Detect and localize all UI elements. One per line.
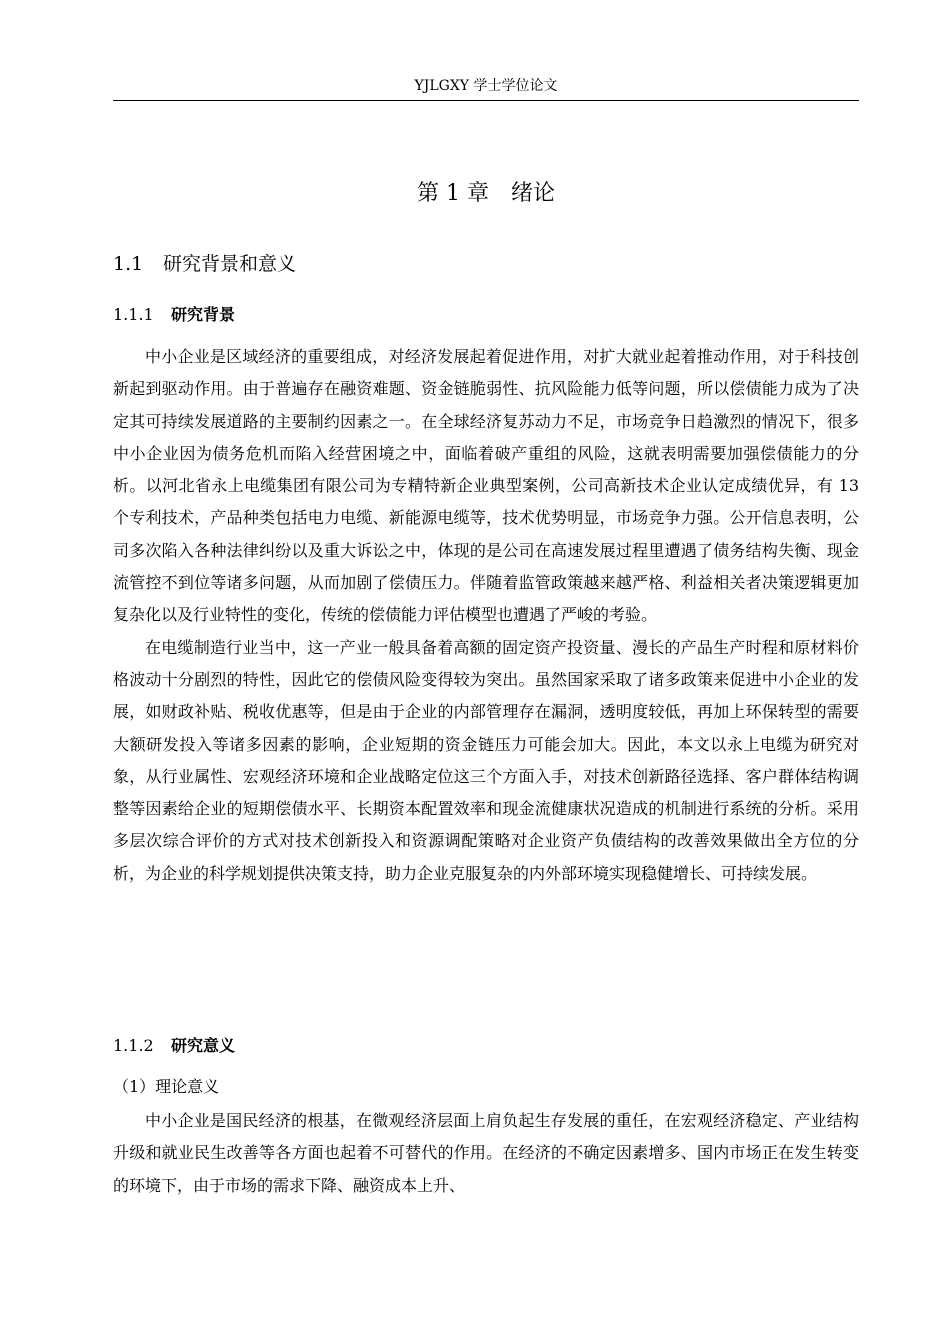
subsection-number: 1.1.2 (113, 1036, 154, 1055)
section-number: 1.1 (113, 253, 144, 275)
subsection-title: 研究背景 (171, 305, 236, 324)
sub-label-theoretical: （1）理论意义 (113, 1077, 220, 1096)
significance-body (113, 1105, 859, 1202)
section-title: 研究背景和意义 (163, 253, 297, 275)
paragraph: 在电缆制造行业当中，这一产业一般具备着高额的固定资产投资量、漫长的产品生产时程和原材料价格波动十分剧烈的特性，因此它的偿债风险变得较为突出。虽然国家采取了诸多政策来促进中小企业的发展，如财政补贴、税收优惠等，但是由于企业的内部管理存在漏洞，透明度较低，再加上环保转型的需要大额研发投入等诸多因素的影响，企业短期的资金链压力可能会加大。因此，本文以永上电缆为研究对象，从行业属性、宏观经济环境和企业战略定位这三个方面入手，对技术创新路径选择、客户群体结构调整等因素给企业的短期偿债水平、长期资本配置效率和现金流健康状况造成的机制进行系统的分析。采用多层次综合评价的方式对技术创新投入和资源调配策略对企业资产负债结构的改善效果做出全方位的分析，为企业的科学规划提供决策支持，助力企业克服复杂的内外部环境实现稳健增长、可持续发展。 (113, 637, 859, 883)
subsection-number: 1.1.1 (113, 305, 154, 324)
subsection-heading-1-1-2 (113, 1033, 235, 1059)
background-body (113, 341, 859, 890)
paragraph: 中小企业是区域经济的重要组成，对经济发展起着促进作用，对扩大就业起着推动作用，对于科技创新起到驱动作用。由于普遍存在融资难题、资金链脆弱性、抗风险能力低等问题，所以偿债能力成为了决定其可持续发展道路的主要制约因素之一。在全球经济复苏动力不足，市场竞争日趋激烈的情况下，很多中小企业因为债务危机而陷入经营困境之中，面临着破产重组的风险，这就表明需要加强偿债能力的分析。以河北省永上电缆集团有限公司为专精特新企业典型案例，公司高新技术企业认定成绩优异，有 13 个专利技术，产品种类包括电力电缆、新能源电缆等，技术优势明显，市场竞争力强。公开信息表明，公司多次陷入各种法律纠纷以及重大诉讼之中，体现的是公司在高速发展过程里遭遇了债务结构失衡、现金流管控不到位等诸多问题，从而加剧了偿债压力。伴随着监管政策越来越严格、利益相关者决策逻辑更加复杂化以及行业特性的变化，传统的偿债能力评估模型也遭遇了严峻的考验。 (113, 347, 859, 625)
subsection-title: 研究意义 (171, 1036, 236, 1055)
header-rule (113, 100, 859, 101)
chapter-title: 第 1 章 绪论 (417, 181, 555, 206)
running-header: YJLGXY 学士学位论文 (414, 78, 558, 94)
section-heading-1-1 (113, 250, 296, 278)
paragraph: 中小企业是国民经济的根基，在微观经济层面上肩负起生存发展的重任，在宏观经济稳定、产业结构升级和就业民生改善等各方面也起着不可替代的作用。在经济的不确定因素增多、国内市场正在发生转变的环境下，由于市场的需求下降、融资成本上升、 (113, 1111, 859, 1195)
subsection-heading-1-1-1 (113, 302, 235, 328)
